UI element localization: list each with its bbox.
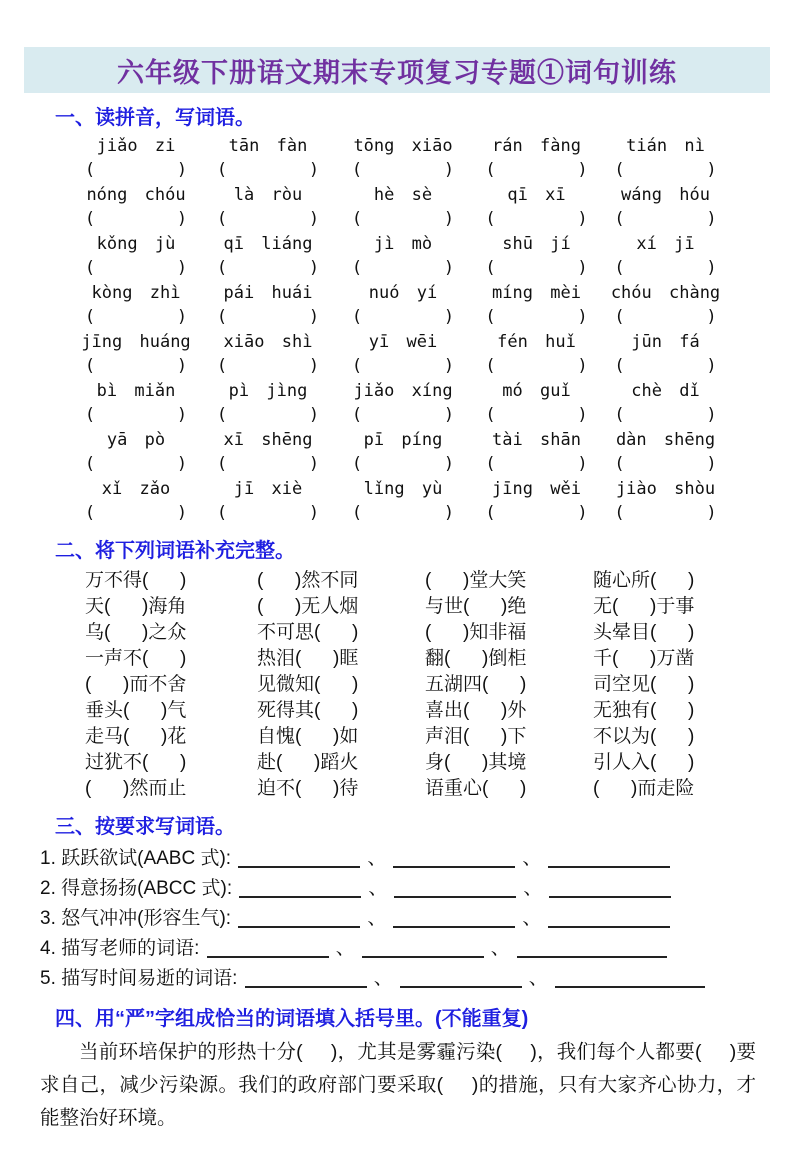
answer-parens: ( ) — [614, 454, 717, 474]
idiom-cell: 自愧( )如 — [257, 726, 359, 747]
answer-parens: ( ) — [84, 503, 188, 523]
pinyin-word: tài shān — [492, 430, 581, 450]
section-3-heading: 三、按要求写词语。 — [55, 816, 235, 838]
blank-line — [238, 849, 360, 868]
idiom-cell: 乌( )之众 — [85, 622, 187, 643]
idiom-cell: ( )堂大笑 — [425, 570, 527, 591]
idiom-cell: 语重心( ) — [425, 778, 527, 799]
idiom-cell: 无独有( ) — [593, 700, 695, 721]
idiom-cell: 一声不( ) — [85, 648, 187, 669]
exercise-line — [40, 904, 754, 934]
separator: 、 — [367, 848, 387, 869]
fill-in-paragraph: 当前环培保护的形热十分( )，尤其是雾霾污染( )，我们每个人都要( )要求自己，减少污染源。我们的政府部门要采取( )的措施，只有大家齐心协力，才能整治好环境。 — [40, 1041, 756, 1129]
blank-line — [239, 879, 361, 898]
idiom-cell: 不可思( ) — [257, 622, 359, 643]
pinyin-word: jūn fá — [631, 332, 700, 352]
pinyin-word: pī píng — [363, 430, 443, 450]
idiom-cell: 迫不( )待 — [257, 778, 359, 799]
answer-parens: ( ) — [216, 454, 320, 474]
answer-parens: ( ) — [216, 405, 320, 425]
blank-line — [549, 879, 671, 898]
answer-parens: ( ) — [485, 209, 588, 229]
blank-line — [207, 939, 329, 958]
exercise-label: 2. 得意扬扬(ABCC 式): — [40, 878, 233, 899]
pinyin-word: míng mèi — [492, 283, 581, 303]
idiom-cell: 与世( )绝 — [425, 596, 527, 617]
separator: 、 — [367, 908, 387, 929]
answer-parens: ( ) — [614, 209, 717, 229]
pinyin-word: chè dǐ — [631, 381, 700, 401]
pinyin-word: jīng huáng — [81, 332, 191, 352]
idiom-cell: 身( )其境 — [425, 752, 527, 773]
answer-parens: ( ) — [351, 307, 455, 327]
answer-parens: ( ) — [351, 503, 455, 523]
pinyin-row — [70, 282, 730, 305]
blank-line — [400, 969, 522, 988]
blank-line — [555, 969, 705, 988]
pinyin-word: xí jī — [636, 234, 695, 254]
answer-row — [70, 403, 730, 428]
exercise-line — [40, 934, 754, 964]
pinyin-word: bì miǎn — [96, 381, 176, 401]
idiom-cell: ( )而不舍 — [85, 674, 187, 695]
pinyin-row — [70, 184, 730, 207]
pinyin-row — [70, 478, 730, 501]
answer-row — [70, 305, 730, 330]
answer-parens: ( ) — [216, 503, 320, 523]
separator: 、 — [490, 938, 510, 959]
exercise-label: 3. 怒气冲冲(形容生气): — [40, 908, 232, 929]
idiom-cell: 喜出( )外 — [425, 700, 527, 721]
pinyin-word: mó guǐ — [502, 381, 571, 401]
section-2-heading: 二、将下列词语补充完整。 — [55, 540, 295, 562]
pinyin-word: dàn shēng — [615, 430, 716, 450]
section-1-heading: 一、读拼音，写词语。 — [55, 107, 255, 129]
pinyin-word: là ròu — [233, 185, 303, 205]
idiom-cell: 见微知( ) — [257, 674, 359, 695]
idiom-cell: 五湖四( ) — [425, 674, 527, 695]
idiom-cell: 不以为( ) — [593, 726, 695, 747]
answer-parens: ( ) — [84, 405, 188, 425]
idiom-cell: ( )知非福 — [425, 622, 527, 643]
pinyin-word: rán fàng — [492, 136, 581, 156]
blank-line — [517, 939, 667, 958]
answer-parens: ( ) — [614, 160, 717, 180]
answer-parens: ( ) — [351, 209, 455, 229]
section-4-heading: 四、用“严”字组成恰当的词语填入括号里。(不能重复) — [55, 1008, 529, 1030]
blank-line — [394, 879, 516, 898]
separator: 、 — [522, 848, 542, 869]
blank-line — [362, 939, 484, 958]
pinyin-word: jiào shòu — [615, 479, 716, 499]
idiom-cell: 死得其( ) — [257, 700, 359, 721]
pinyin-word: kǒng jù — [96, 234, 176, 254]
answer-parens: ( ) — [614, 405, 717, 425]
worksheet-title-bar — [24, 47, 770, 93]
pinyin-word: xǐ zǎo — [101, 479, 171, 499]
answer-parens: ( ) — [485, 160, 588, 180]
exercise-label: 4. 描写老师的词语: — [40, 938, 200, 959]
exercise-label: 5. 描写时间易逝的词语: — [40, 968, 238, 989]
pinyin-word: nuó yí — [368, 283, 438, 303]
answer-row — [70, 354, 730, 379]
blank-line — [393, 909, 515, 928]
idiom-cell: 热泪( )眶 — [257, 648, 359, 669]
answer-row — [70, 501, 730, 526]
pinyin-word: yā pò — [106, 430, 166, 450]
idiom-cell: ( )而走险 — [593, 778, 695, 799]
answer-parens: ( ) — [485, 454, 588, 474]
answer-parens: ( ) — [614, 258, 717, 278]
pinyin-word: pái huái — [223, 283, 313, 303]
pinyin-word: yī wēi — [368, 332, 438, 352]
pinyin-row — [70, 233, 730, 256]
idiom-cell: 垂头( )气 — [85, 700, 187, 721]
answer-parens: ( ) — [485, 307, 588, 327]
answer-parens: ( ) — [614, 307, 717, 327]
pinyin-word: xī shēng — [223, 430, 313, 450]
idiom-cell: 天( )海角 — [85, 596, 187, 617]
idiom-grid — [85, 568, 755, 802]
pinyin-word: wáng hóu — [621, 185, 710, 205]
answer-parens: ( ) — [216, 356, 320, 376]
worksheet-title: 六年级下册语文期末专项复习专题①词句训练 — [117, 57, 677, 88]
answer-row — [70, 158, 730, 183]
pinyin-word: chóu chàng — [610, 283, 721, 303]
answer-parens: ( ) — [84, 258, 188, 278]
answer-parens: ( ) — [216, 258, 320, 278]
pinyin-word: xiāo shì — [223, 332, 313, 352]
idiom-cell: 司空见( ) — [593, 674, 695, 695]
idiom-cell: 万不得( ) — [85, 570, 187, 591]
answer-parens: ( ) — [485, 503, 588, 523]
pinyin-word: lǐng yù — [363, 479, 443, 499]
pinyin-row — [70, 331, 730, 354]
separator: 、 — [373, 968, 393, 989]
idiom-cell: 随心所( ) — [593, 570, 695, 591]
idiom-cell: 声泪( )下 — [425, 726, 527, 747]
answer-parens: ( ) — [84, 160, 188, 180]
pinyin-word: jī xiè — [233, 479, 303, 499]
answer-parens: ( ) — [614, 356, 717, 376]
answer-parens: ( ) — [84, 454, 188, 474]
blank-line — [245, 969, 367, 988]
answer-parens: ( ) — [485, 405, 588, 425]
idiom-cell: 过犹不( ) — [85, 752, 187, 773]
exercise-line — [40, 844, 754, 874]
answer-parens: ( ) — [84, 209, 188, 229]
pinyin-word: jì mò — [373, 234, 433, 254]
answer-parens: ( ) — [485, 258, 588, 278]
blank-line — [238, 909, 360, 928]
blank-line — [548, 849, 670, 868]
pinyin-word: jiǎo xíng — [353, 381, 453, 401]
idiom-cell: 无( )于事 — [593, 596, 695, 617]
separator: 、 — [523, 878, 543, 899]
idiom-cell: ( )然而止 — [85, 778, 187, 799]
exercise-line — [40, 964, 754, 994]
blank-line — [393, 849, 515, 868]
pinyin-row — [70, 429, 730, 452]
separator: 、 — [368, 878, 388, 899]
separator: 、 — [522, 908, 542, 929]
answer-parens: ( ) — [351, 160, 455, 180]
pinyin-word: tān fàn — [228, 136, 308, 156]
idiom-cell: 引人入( ) — [593, 752, 695, 773]
answer-parens: ( ) — [84, 356, 188, 376]
answer-parens: ( ) — [351, 258, 455, 278]
pinyin-word: shū jí — [502, 234, 571, 254]
answer-parens: ( ) — [614, 503, 717, 523]
pinyin-row — [70, 380, 730, 403]
pinyin-word: kòng zhì — [91, 283, 181, 303]
pinyin-word: hè sè — [373, 185, 433, 205]
pinyin-word: jīng wěi — [492, 479, 581, 499]
idiom-cell: 赴( )蹈火 — [257, 752, 359, 773]
pinyin-word: jiǎo zi — [96, 136, 176, 156]
answer-parens: ( ) — [84, 307, 188, 327]
idiom-cell: 翻( )倒柜 — [425, 648, 527, 669]
answer-parens: ( ) — [216, 160, 320, 180]
idiom-cell: 走马( )花 — [85, 726, 187, 747]
idiom-cell: ( )无人烟 — [257, 596, 359, 617]
separator: 、 — [528, 968, 548, 989]
exercise-line — [40, 874, 754, 904]
exercise-label: 1. 跃跃欲试(AABC 式): — [40, 848, 232, 869]
pinyin-word: qī xī — [507, 185, 566, 205]
pinyin-word: qī liáng — [223, 234, 313, 254]
answer-row — [70, 207, 730, 232]
answer-parens: ( ) — [351, 356, 455, 376]
answer-parens: ( ) — [351, 454, 455, 474]
answer-row — [70, 256, 730, 281]
pinyin-word: tián nì — [626, 136, 705, 156]
pinyin-word: pì jìng — [228, 381, 308, 401]
answer-row — [70, 452, 730, 477]
pinyin-word: fén huǐ — [497, 332, 576, 352]
pinyin-word: tōng xiāo — [353, 136, 453, 156]
answer-parens: ( ) — [351, 405, 455, 425]
answer-parens: ( ) — [216, 307, 320, 327]
pinyin-word: nóng chóu — [86, 185, 186, 205]
answer-parens: ( ) — [216, 209, 320, 229]
idiom-cell: 千( )万凿 — [593, 648, 695, 669]
exercise-list — [40, 844, 754, 994]
separator: 、 — [335, 938, 355, 959]
pinyin-row — [70, 135, 730, 158]
answer-parens: ( ) — [485, 356, 588, 376]
blank-line — [548, 909, 670, 928]
idiom-cell: ( )然不同 — [257, 570, 359, 591]
idiom-cell: 头晕目( ) — [593, 622, 695, 643]
